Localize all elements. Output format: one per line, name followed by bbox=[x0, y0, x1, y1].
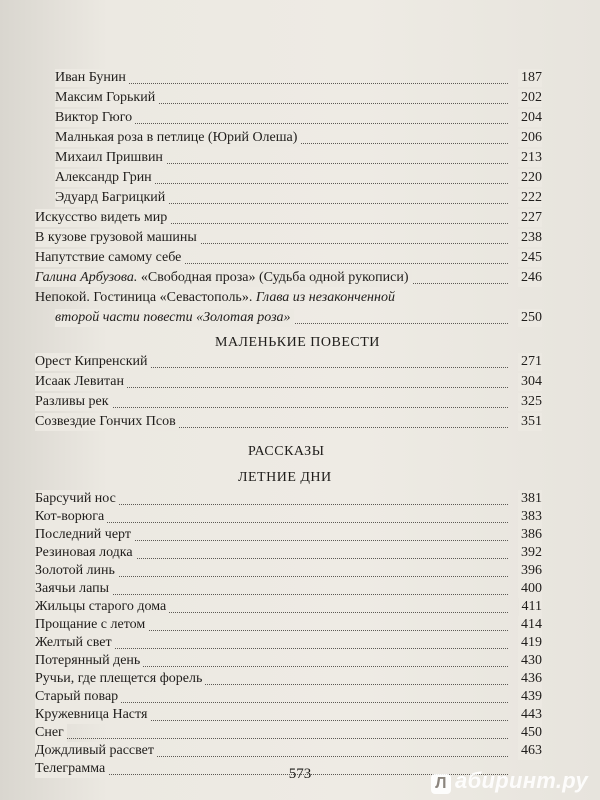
entry-page: 436 bbox=[518, 670, 542, 688]
toc-entry bbox=[35, 634, 542, 652]
entry-page: 392 bbox=[518, 544, 542, 562]
entry-title bbox=[35, 269, 412, 287]
section-heading: МАЛЕНЬКИЕ ПОВЕСТИ bbox=[215, 335, 380, 350]
entry-page: 245 bbox=[518, 249, 542, 267]
entry-title-rest: «Свободная проза» (Судьба одной рукописи) bbox=[137, 270, 409, 285]
entry-title: Желтый свет bbox=[35, 634, 115, 652]
entry-title: второй части повести «Золотая роза» bbox=[55, 309, 294, 327]
entry-page: 227 bbox=[518, 209, 542, 227]
entry-page: 220 bbox=[518, 169, 542, 187]
entry-title: Снег bbox=[35, 724, 67, 742]
entry-page: 386 bbox=[518, 526, 542, 544]
subsection-heading: ЛЕТНИЕ ДНИ bbox=[238, 470, 332, 485]
entry-page: 383 bbox=[518, 508, 542, 526]
entry-page: 187 bbox=[518, 69, 542, 87]
toc-entry bbox=[55, 89, 542, 107]
toc-entry bbox=[35, 229, 542, 247]
entry-title: Золотой линь bbox=[35, 562, 118, 580]
toc-entry bbox=[55, 129, 542, 147]
entry-page: 202 bbox=[518, 89, 542, 107]
entry-title: Ручьи, где плещется форель bbox=[35, 670, 205, 688]
entry-title: Искусство видеть мир bbox=[35, 209, 170, 227]
toc-entry bbox=[35, 562, 542, 580]
entry-page: 325 bbox=[518, 393, 542, 411]
toc-entry bbox=[55, 109, 542, 127]
entry-title: Иван Бунин bbox=[55, 69, 129, 87]
entry-title: Александр Грин bbox=[55, 169, 155, 187]
toc-entry bbox=[35, 616, 542, 634]
entry-title-author: Галина Арбузова. bbox=[35, 270, 138, 285]
entry-title: Телеграмма bbox=[35, 760, 108, 778]
toc-entry bbox=[35, 742, 542, 760]
toc-entry bbox=[35, 508, 542, 526]
entry-page: 430 bbox=[518, 652, 542, 670]
entry-title-italic: Глава из незаконченной bbox=[252, 290, 395, 305]
entry-title: Дождливый рассвет bbox=[35, 742, 157, 760]
entry-title: Кот-ворюга bbox=[35, 508, 107, 526]
entry-page: 213 bbox=[518, 149, 542, 167]
toc-entry bbox=[35, 490, 542, 508]
page-number: 573 bbox=[288, 766, 312, 782]
entry-page: 204 bbox=[518, 109, 542, 127]
toc-entry bbox=[35, 393, 542, 411]
entry-page: 250 bbox=[518, 309, 542, 327]
toc-entry bbox=[35, 652, 542, 670]
entry-title: Эдуард Багрицкий bbox=[55, 189, 168, 207]
watermark-logo bbox=[431, 768, 588, 794]
entry-title: Последний черт bbox=[35, 526, 134, 544]
entry-page: 222 bbox=[518, 189, 542, 207]
entry-title: Разливы рек bbox=[35, 393, 112, 411]
entry-title: Заячьи лапы bbox=[35, 580, 112, 598]
entry-page: 450 bbox=[518, 724, 542, 742]
entry-title: Виктор Гюго bbox=[55, 109, 135, 127]
toc-entry bbox=[55, 69, 542, 87]
watermark-text: абиринт.ру bbox=[455, 768, 588, 793]
toc-entry bbox=[55, 149, 542, 167]
toc-entry bbox=[35, 670, 542, 688]
toc-entry bbox=[35, 353, 542, 371]
toc-entry bbox=[35, 413, 542, 431]
toc-entry bbox=[35, 269, 542, 287]
entry-title: Резиновая лодка bbox=[35, 544, 136, 562]
toc-entry bbox=[35, 544, 542, 562]
entry-page: 400 bbox=[518, 580, 542, 598]
entry-page: 206 bbox=[518, 129, 542, 147]
toc-entry bbox=[35, 688, 542, 706]
entry-page: 443 bbox=[518, 706, 542, 724]
entry-title: Жильцы старого дома bbox=[35, 598, 169, 616]
entry-title: Напутствие самому себе bbox=[35, 249, 184, 267]
toc-entry bbox=[35, 373, 542, 391]
entry-title: Потерянный день bbox=[35, 652, 143, 670]
toc-entry bbox=[55, 189, 542, 207]
entry-title: Исаак Левитан bbox=[35, 373, 127, 391]
entry-title: Малнькая роза в петлице (Юрий Олеша) bbox=[55, 129, 300, 147]
entry-title: Созвездие Гончих Псов bbox=[35, 413, 179, 431]
entry-page: 439 bbox=[518, 688, 542, 706]
entry-title: В кузове грузовой машины bbox=[35, 229, 200, 247]
entry-page: 419 bbox=[518, 634, 542, 652]
entry-page: 271 bbox=[518, 353, 542, 371]
entry-page: 238 bbox=[518, 229, 542, 247]
toc-entry bbox=[35, 249, 542, 267]
entry-title: Непокой. Гостиница «Севастополь». bbox=[35, 290, 253, 305]
watermark-mark: Л bbox=[431, 774, 451, 794]
entry-page: 351 bbox=[518, 413, 542, 431]
entry-title: Михаил Пришвин bbox=[55, 149, 166, 167]
dot-leader bbox=[35, 738, 508, 739]
toc-entry bbox=[35, 724, 542, 742]
section-heading: РАССКАЗЫ bbox=[248, 444, 325, 459]
entry-title: Кружевница Настя bbox=[35, 706, 150, 724]
entry-page: 304 bbox=[518, 373, 542, 391]
toc-entry bbox=[35, 706, 542, 724]
toc-entry bbox=[55, 309, 542, 327]
entry-page: 463 bbox=[518, 742, 542, 760]
entry-title: Прощание с летом bbox=[35, 616, 148, 634]
entry-page: 381 bbox=[518, 490, 542, 508]
toc-entry-line1 bbox=[35, 289, 555, 307]
entry-page: 396 bbox=[518, 562, 542, 580]
toc-entry bbox=[55, 169, 542, 187]
entry-title: Максим Горький bbox=[55, 89, 158, 107]
entry-title: Старый повар bbox=[35, 688, 121, 706]
entry-title: Барсучий нос bbox=[35, 490, 119, 508]
entry-page: 246 bbox=[518, 269, 542, 287]
toc-entry bbox=[35, 526, 542, 544]
toc-entry bbox=[35, 598, 542, 616]
entry-page: 414 bbox=[518, 616, 542, 634]
toc-entry bbox=[35, 209, 542, 227]
entry-page: 411 bbox=[519, 598, 542, 616]
entry-title: Орест Кипренский bbox=[35, 353, 151, 371]
toc-entry bbox=[35, 580, 542, 598]
